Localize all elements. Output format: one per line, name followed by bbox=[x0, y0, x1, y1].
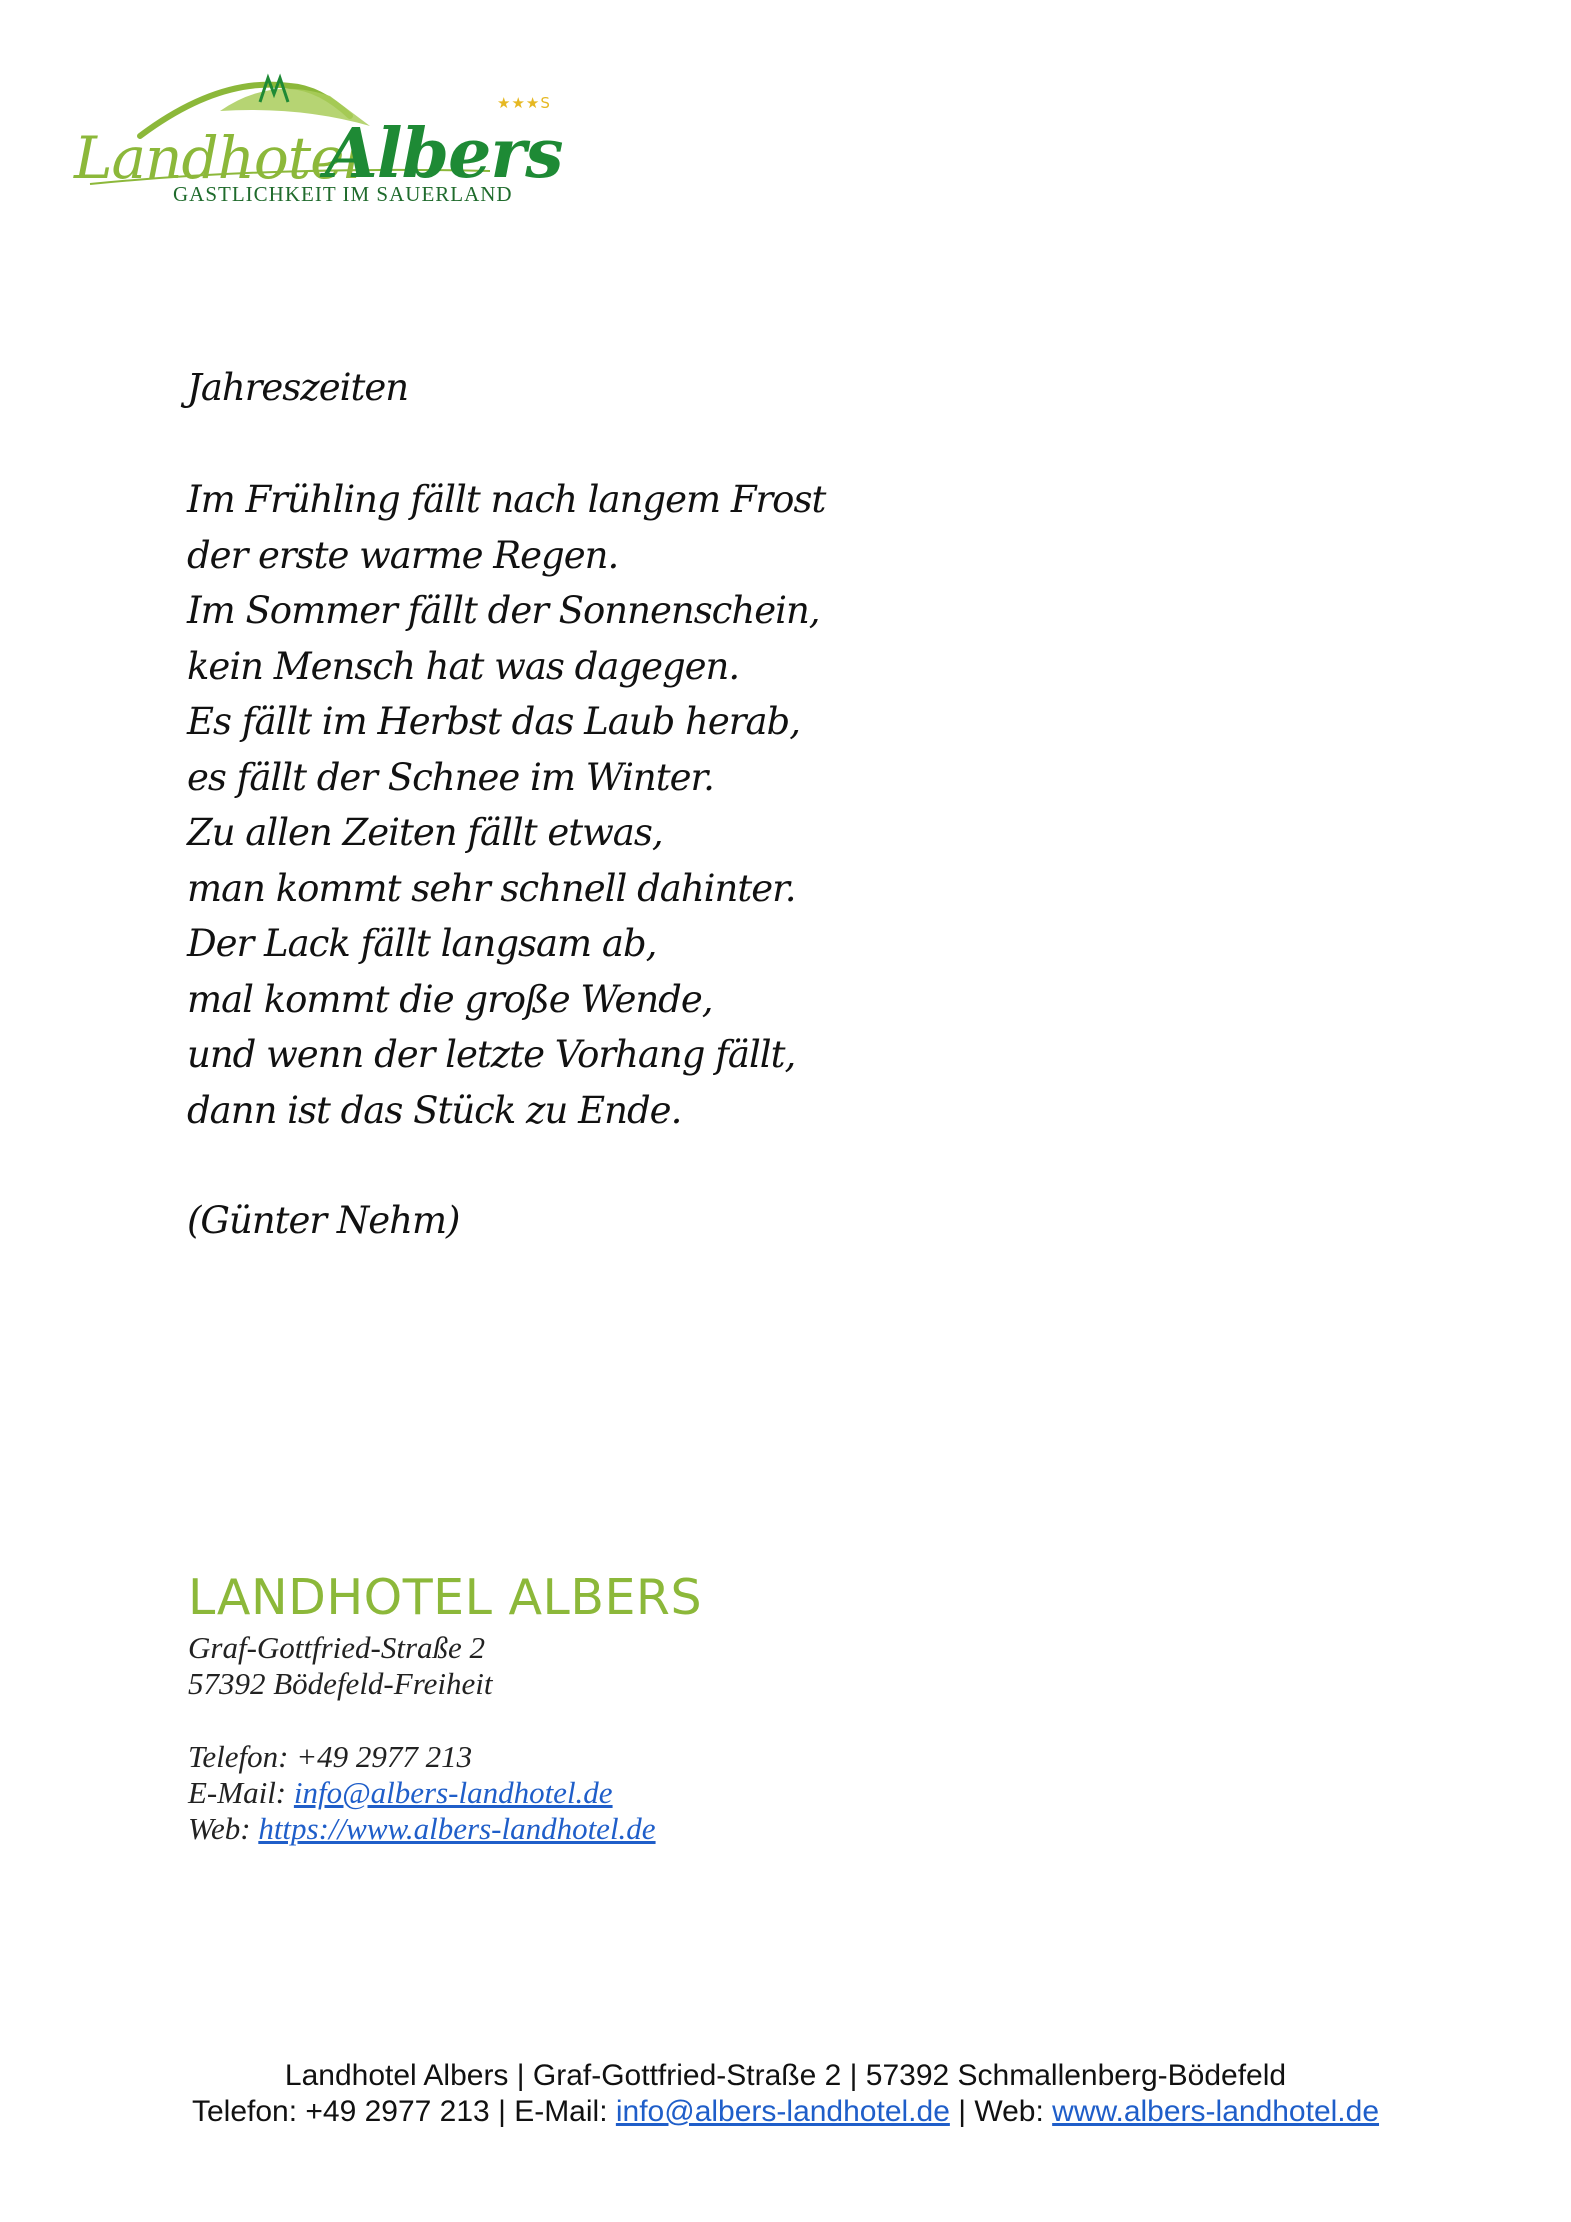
hotel-name: LANDHOTEL ALBERS bbox=[188, 1569, 703, 1626]
contact-block bbox=[188, 1566, 1088, 1847]
contact-web-row bbox=[188, 1811, 1088, 1847]
footer-contact-row bbox=[0, 2094, 1571, 2130]
phone-label: Telefon: bbox=[188, 1739, 289, 1774]
logo-script-landhotel: Landhotel bbox=[74, 124, 362, 192]
poem-line: mal kommt die große Wende, bbox=[187, 977, 713, 1021]
poem-line: der erste warme Regen. bbox=[187, 533, 619, 577]
email-label: E-Mail: bbox=[188, 1775, 287, 1810]
page-footer bbox=[0, 2058, 1571, 2130]
footer-web-link[interactable]: www.albers-landhotel.de bbox=[1052, 2095, 1380, 2128]
poem-line: man kommt sehr schnell dahinter. bbox=[187, 866, 796, 910]
phone-number: +49 2977 213 bbox=[296, 1739, 473, 1774]
poem-line: Zu allen Zeiten fällt etwas, bbox=[187, 811, 663, 854]
poem-spacer bbox=[187, 416, 1087, 472]
footer-separator: | Web: bbox=[949, 2095, 1053, 2128]
poem-line: dann ist das Stück zu Ende. bbox=[187, 1088, 682, 1132]
poem-line: und wenn der letzte Vorhang fällt, bbox=[187, 1033, 796, 1076]
poem-line: Im Sommer fällt der Sonnenschein, bbox=[187, 589, 820, 632]
footer-phone: Telefon: +49 2977 213 | E-Mail: bbox=[191, 2095, 616, 2128]
email-link[interactable]: info@albers-landhotel.de bbox=[293, 1775, 613, 1810]
address-street: Graf-Gottfried-Straße 2 bbox=[188, 1630, 486, 1665]
logo-tagline: GASTLICHKEIT IM SAUERLAND bbox=[173, 182, 513, 206]
poem-title: Jahreszeiten bbox=[187, 366, 409, 409]
poem-line: Es fällt im Herbst das Laub herab, bbox=[187, 700, 800, 743]
footer-address: Landhotel Albers | Graf-Gottfried-Straße 2 | 57392 Schmallenberg-Bödefeld bbox=[284, 2059, 1287, 2092]
poem bbox=[187, 360, 1087, 1249]
web-link[interactable]: https://www.albers-landhotel.de bbox=[258, 1811, 656, 1846]
logo-script-albers: Albers bbox=[325, 114, 563, 194]
footer-email-link[interactable]: info@albers-landhotel.de bbox=[615, 2095, 950, 2128]
contact-spacer bbox=[188, 1702, 1088, 1739]
hotel-logo bbox=[70, 66, 563, 216]
poem-author: (Günter Nehm) bbox=[187, 1199, 460, 1242]
address-city: 57392 Bödefeld-Freiheit bbox=[188, 1666, 493, 1701]
poem-line: es fällt der Schnee im Winter. bbox=[187, 755, 714, 799]
contact-phone-row bbox=[188, 1739, 1088, 1775]
web-label: Web: bbox=[188, 1811, 251, 1846]
poem-line: kein Mensch hat was dagegen. bbox=[187, 644, 740, 688]
logo-stars: ★★★S bbox=[497, 94, 551, 112]
poem-line: Der Lack fällt langsam ab, bbox=[187, 922, 657, 965]
contact-email-row bbox=[188, 1775, 1088, 1811]
poem-line: Im Frühling fällt nach langem Frost bbox=[187, 478, 826, 521]
